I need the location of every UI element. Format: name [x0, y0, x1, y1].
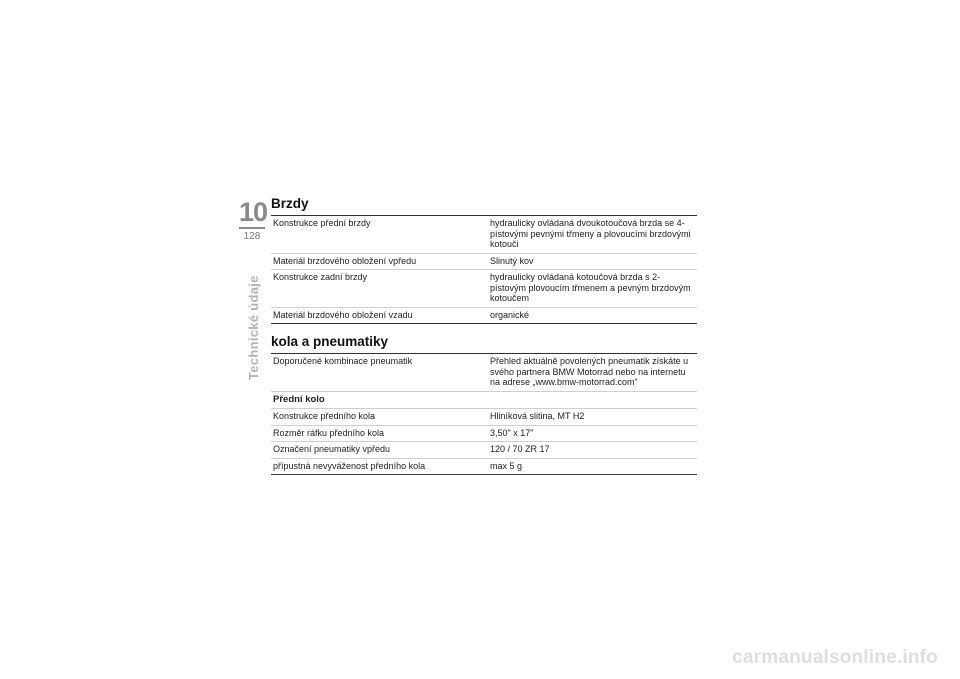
page-number: 128: [243, 231, 261, 242]
row-label: Rozměr ráfku předního kola: [271, 425, 488, 442]
table-row: [271, 425, 697, 442]
row-label: Označení pneumatiky vpředu: [271, 442, 488, 459]
row-label: Materiál brzdového obložení vzadu: [273, 309, 413, 320]
chapter-side-title: Technické údaje: [246, 275, 261, 380]
table-row: [271, 458, 697, 475]
row-value: 3,50" x 17": [488, 425, 697, 442]
table-row: [271, 442, 697, 459]
spec-table: [271, 215, 697, 324]
row-label: přípustná nevyváženost předního kola: [273, 460, 426, 471]
table-row: [271, 253, 697, 270]
section-wheels-tires: [271, 334, 697, 475]
section-title: Brzdy: [271, 196, 309, 211]
row-value: Přehled aktuálně povolených pneumatik získáte u svého partnera BMW Motorrad nebo na internetu na adrese „www.bmw-motorrad.com“: [488, 354, 697, 392]
row-label: Materiál brzdového obložení vpředu: [271, 253, 488, 270]
row-value: hydraulicky ovládaná dvoukotoučová brzda se 4-pístovými pevnými třmeny a plovoucími brzdovými kotouči: [488, 216, 697, 254]
table-row: [271, 270, 697, 308]
row-value: organické: [490, 309, 530, 320]
row-value: max 5 g: [490, 460, 523, 471]
watermark: carmanualsonline.info: [732, 647, 938, 668]
section-title: kola a pneumatiky: [271, 334, 389, 349]
section-brakes: [271, 196, 697, 324]
row-label: Konstrukce zadní brzdy: [271, 270, 488, 308]
table-subheading-row: [271, 391, 697, 409]
row-value: Slinutý kov: [488, 253, 697, 270]
table-row: [271, 409, 697, 426]
row-label: Konstrukce předního kola: [271, 409, 488, 426]
subheading-front-wheel: Přední kolo: [271, 391, 697, 409]
row-value: hydraulicky ovládaná kotoučová brzda s 2-pístovým plovoucím třmenem a pevným brzdovým kotoučem: [488, 270, 697, 308]
row-value: 120 / 70 ZR 17: [488, 442, 697, 459]
spec-table: [271, 353, 697, 475]
table-row: [271, 307, 697, 324]
table-row: [271, 354, 697, 392]
row-label: Konstrukce přední brzdy: [271, 216, 488, 254]
page-content: [271, 196, 697, 475]
table-row: [271, 216, 697, 254]
row-label: Doporučené kombinace pneumatik: [271, 354, 488, 392]
chapter-number: 10: [239, 197, 268, 227]
row-value: Hliníková slitina, MT H2: [488, 409, 697, 426]
chapter-divider: [239, 227, 265, 229]
chapter-marker: [239, 197, 268, 242]
